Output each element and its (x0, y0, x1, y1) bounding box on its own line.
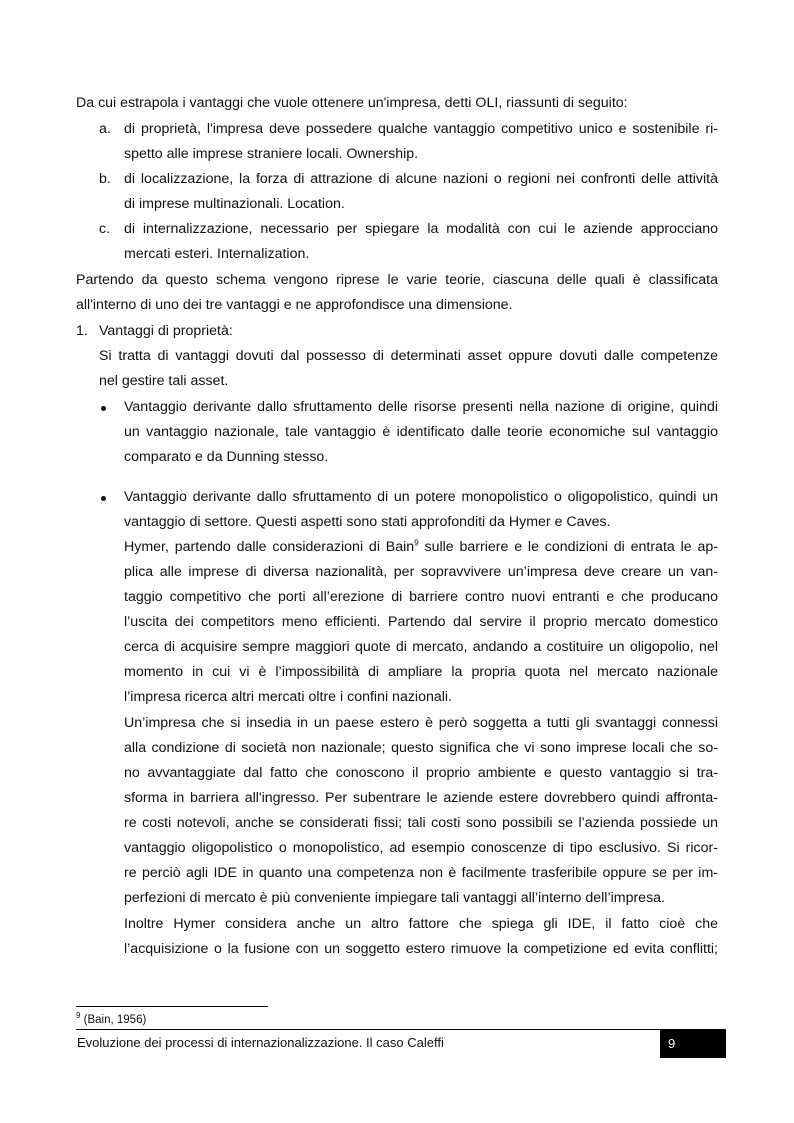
bullet-line: comparato e da Dunning stesso. (124, 449, 329, 465)
bullet-icon (101, 496, 106, 501)
paragraph-line: Un’impresa che si insedia in un paese estero è però soggetta a tutti gli svantaggi connessi (124, 715, 718, 731)
paragraph-line (124, 535, 718, 560)
paragraph-line: momento in cui vi è l’impossibilità di ampliare la propria quota nel mercato nazionale (124, 664, 718, 680)
list-item-line: di internalizzazione, necessario per spiegare la modalità con cui le aziende approcciano (124, 221, 718, 237)
paragraph-line: Si tratta di vantaggi dovuti dal possesso di determinati asset oppure dovuti dalle competenze (99, 348, 718, 364)
list-item-line: di proprietà, l'impresa deve possedere qualche vantaggio competitivo unico e sostenibile ri- (124, 121, 718, 137)
bullet-line: Vantaggio derivante dallo sfruttamento di un potere monopolistico o oligopolistico, quindi un (124, 489, 718, 505)
bullet-line: Vantaggio derivante dallo sfruttamento delle risorse presenti nella nazione di origine, quindi (124, 399, 718, 415)
footnote (76, 1012, 146, 1028)
section-title: Vantaggi di proprietà: (99, 323, 233, 339)
paragraph-line: all'interno di uno dei tre vantaggi e ne approfondisce una dimensione. (76, 297, 513, 313)
paragraph-line: alla condizione di società non nazionale; questo significa che vi sono imprese locali che so- (124, 740, 718, 756)
paragraph-line: vantaggio oligopolistico o monopolistico, ad esempio conoscenze di tipo esclusivo. Si ricor- (124, 840, 718, 856)
list-marker: a. (99, 121, 111, 137)
text-segment: Hymer, partendo dalle considerazioni di Bain (124, 539, 415, 555)
list-marker: b. (99, 171, 111, 187)
section-number: 1. (76, 323, 88, 339)
paragraph-line: plica alle imprese di diversa nazionalità, per sopravvivere un’impresa deve creare un van- (124, 564, 718, 580)
paragraph-line: cerca di acquisire sempre maggiori quote di mercato, andando a costituire un oligopolio, nel (124, 639, 718, 655)
paragraph-line: perfezioni di mercato è più conveniente impiegare tali vantaggi all’interno dell’impresa. (124, 890, 666, 906)
footnote-number: 9 (76, 1011, 81, 1021)
paragraph-line: Inoltre Hymer considera anche un altro fattore che spiega gli IDE, il fatto cioè che (124, 916, 718, 932)
paragraph-line: re costi notevoli, anche se considerati fissi; tali costi sono possibili se l’azienda possiede un (124, 815, 718, 831)
footer-title: Evoluzione dei processi di internazionalizzazione. Il caso Caleffi (77, 1035, 444, 1050)
paragraph-line: re perciò agli IDE in quanto una competenza non è facilmente trasferibile oppure se per im- (124, 865, 718, 881)
paragraph-line: l’uscita dei competitors meno efficienti. Partendo dal servire il proprio mercato domestico (124, 614, 718, 630)
intro-paragraph: Da cui estrapola i vantaggi che vuole ottenere un'impresa, detti OLI, riassunti di seguito: (76, 95, 628, 111)
list-item-line: di imprese multinazionali. Location. (124, 196, 345, 212)
footnote-reference: 9 (414, 538, 419, 548)
paragraph-line: l’acquisizione o la fusione con un soggetto estero rimuove la competizione ed evita conflitti; (124, 941, 718, 957)
paragraph-line: l’impresa ricerca altri mercati oltre i confini nazionali. (124, 689, 453, 705)
list-marker: c. (99, 221, 111, 237)
list-item-line: di localizzazione, la forza di attrazione di alcune nazioni o regioni nei confronti delle attività (124, 171, 718, 187)
list-item-line: spetto alle imprese straniere locali. Ownership. (124, 146, 419, 162)
paragraph-line: no avvantaggiate dal fatto che conoscono il proprio ambiente e questo vantaggio si tra- (124, 765, 718, 781)
paragraph-line: taggio competitivo che porti all’erezione di barriere contro nuovi entranti e che producano (124, 589, 718, 605)
footnote-text: (Bain, 1956) (80, 1014, 147, 1026)
paragraph-line: sforma in barriera all'ingresso. Per subentrare le aziende estere dovrebbero quindi affronta- (124, 790, 718, 806)
paragraph-line: Partendo da questo schema vengono riprese le varie teorie, ciascuna delle quali è classificata (76, 272, 718, 288)
page-number: 9 (668, 1036, 676, 1051)
list-item-line: mercati esteri. Internalization. (124, 246, 310, 262)
bullet-icon (101, 406, 106, 411)
bullet-line: vantaggio di settore. Questi aspetti sono stati approfonditi da Hymer e Caves. (124, 514, 611, 530)
text-segment: sulle barriere e le condizioni di entrata le ap- (418, 539, 718, 555)
footer-divider (76, 1029, 726, 1030)
bullet-line: un vantaggio nazionale, tale vantaggio è identificato dalle teorie economiche sul vantaggio (124, 424, 718, 440)
paragraph-line: nel gestire tali asset. (99, 373, 229, 389)
footnote-divider (76, 1006, 268, 1007)
